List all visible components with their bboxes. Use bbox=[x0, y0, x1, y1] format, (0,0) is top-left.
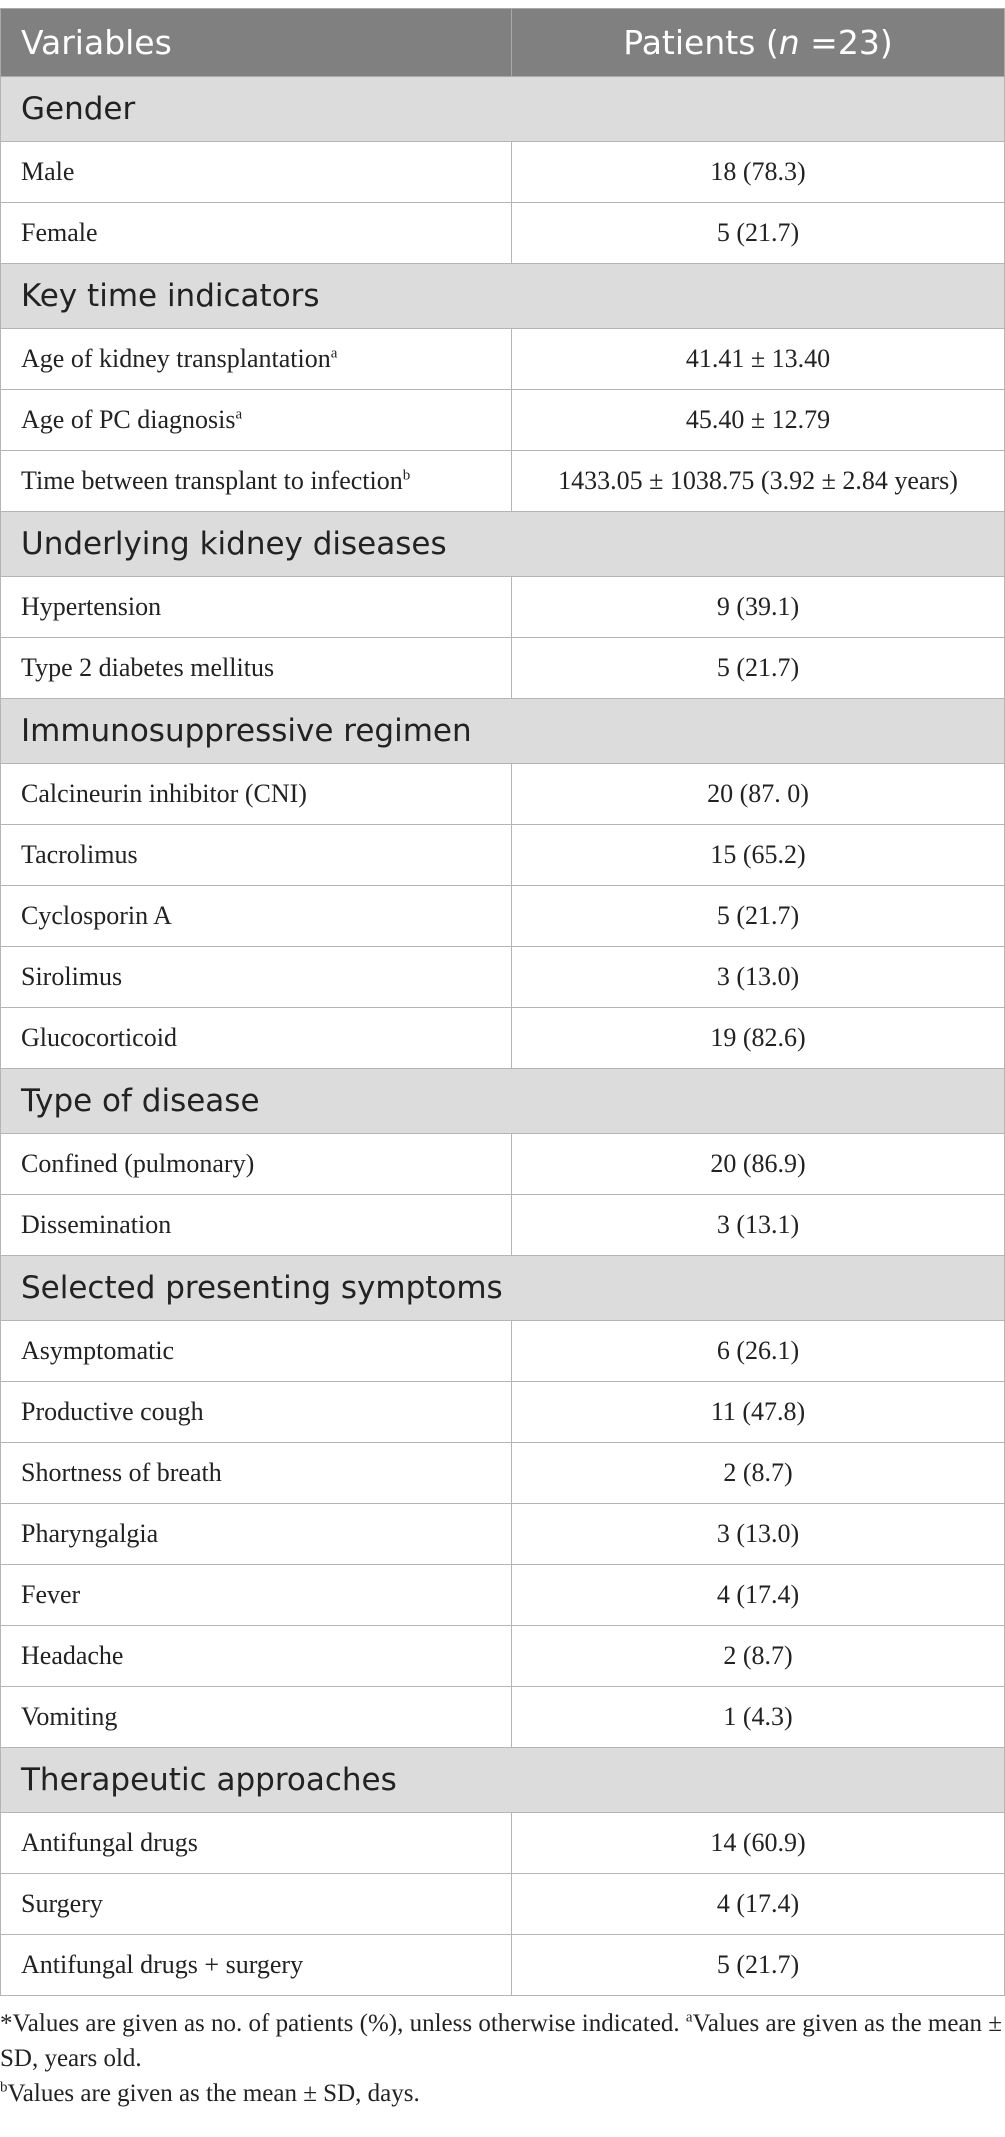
table-container bbox=[0, 8, 1004, 2111]
header-patients-prefix: Patients ( bbox=[623, 23, 779, 62]
row-label-superscript: b bbox=[402, 467, 411, 484]
row-value: 5 (21.7) bbox=[512, 638, 1005, 699]
row-value: 45.40 ± 12.79 bbox=[512, 390, 1005, 451]
row-label-cell bbox=[1, 764, 512, 825]
table-row bbox=[1, 329, 1005, 390]
section-row bbox=[1, 512, 1005, 577]
header-patients-suffix: =23) bbox=[799, 23, 893, 62]
row-value: 5 (21.7) bbox=[512, 203, 1005, 264]
section-row bbox=[1, 1256, 1005, 1321]
row-label-cell bbox=[1, 451, 512, 512]
table-row bbox=[1, 947, 1005, 1008]
row-value: 5 (21.7) bbox=[512, 886, 1005, 947]
table-row bbox=[1, 825, 1005, 886]
footnote-main: *Values are given as no. of patients (%), unless otherwise indicated. bbox=[0, 2010, 686, 2037]
row-label: Cyclosporin A bbox=[21, 901, 172, 930]
footnote-sup-b: b bbox=[0, 2079, 8, 2096]
table-row bbox=[1, 451, 1005, 512]
row-value: 3 (13.0) bbox=[512, 947, 1005, 1008]
row-label-superscript: a bbox=[330, 345, 338, 362]
table-row bbox=[1, 142, 1005, 203]
section-row bbox=[1, 1069, 1005, 1134]
section-title: Gender bbox=[1, 77, 1005, 142]
header-variables: Variables bbox=[1, 9, 512, 77]
table-row bbox=[1, 1626, 1005, 1687]
row-value: 18 (78.3) bbox=[512, 142, 1005, 203]
row-value: 19 (82.6) bbox=[512, 1008, 1005, 1069]
row-label: Confined (pulmonary) bbox=[21, 1149, 255, 1178]
section-title: Selected presenting symptoms bbox=[1, 1256, 1005, 1321]
table-row bbox=[1, 1813, 1005, 1874]
row-label: Hypertension bbox=[21, 592, 162, 621]
table-row bbox=[1, 1565, 1005, 1626]
row-value: 20 (86.9) bbox=[512, 1134, 1005, 1195]
row-value: 4 (17.4) bbox=[512, 1874, 1005, 1935]
row-value: 2 (8.7) bbox=[512, 1626, 1005, 1687]
table-row bbox=[1, 1008, 1005, 1069]
section-title: Type of disease bbox=[1, 1069, 1005, 1134]
row-label: Sirolimus bbox=[21, 962, 123, 991]
table-row bbox=[1, 1382, 1005, 1443]
row-label: Male bbox=[21, 157, 75, 186]
row-value: 4 (17.4) bbox=[512, 1565, 1005, 1626]
table-row bbox=[1, 764, 1005, 825]
header-patients bbox=[512, 9, 1005, 77]
row-label-cell bbox=[1, 390, 512, 451]
row-label: Fever bbox=[21, 1580, 81, 1609]
row-label: Age of PC diagnosis bbox=[21, 405, 236, 434]
row-label: Shortness of breath bbox=[21, 1458, 222, 1487]
row-label: Surgery bbox=[21, 1889, 103, 1918]
table-row bbox=[1, 1874, 1005, 1935]
section-title: Immunosuppressive regimen bbox=[1, 699, 1005, 764]
section-row bbox=[1, 264, 1005, 329]
row-label-cell bbox=[1, 203, 512, 264]
row-value: 15 (65.2) bbox=[512, 825, 1005, 886]
row-value: 20 (87. 0) bbox=[512, 764, 1005, 825]
row-value: 14 (60.9) bbox=[512, 1813, 1005, 1874]
table-row bbox=[1, 1687, 1005, 1748]
row-label-cell bbox=[1, 142, 512, 203]
row-label-superscript: a bbox=[235, 406, 243, 423]
section-title: Key time indicators bbox=[1, 264, 1005, 329]
table-row bbox=[1, 1504, 1005, 1565]
row-label: Female bbox=[21, 218, 98, 247]
row-label: Calcineurin inhibitor (CNI) bbox=[21, 779, 307, 808]
table-row bbox=[1, 638, 1005, 699]
footnote-sup-a: a bbox=[685, 2009, 693, 2026]
section-row bbox=[1, 699, 1005, 764]
row-label-cell bbox=[1, 1443, 512, 1504]
row-label-cell bbox=[1, 1134, 512, 1195]
row-label: Glucocorticoid bbox=[21, 1023, 177, 1052]
table-row bbox=[1, 886, 1005, 947]
row-label-cell bbox=[1, 825, 512, 886]
row-value: 3 (13.1) bbox=[512, 1195, 1005, 1256]
row-label: Pharyngalgia bbox=[21, 1519, 159, 1548]
table-row bbox=[1, 577, 1005, 638]
row-label-cell bbox=[1, 1008, 512, 1069]
footnote-line-2 bbox=[0, 2076, 1004, 2111]
row-label-cell bbox=[1, 1687, 512, 1748]
row-value: 11 (47.8) bbox=[512, 1382, 1005, 1443]
table-row bbox=[1, 1195, 1005, 1256]
section-row bbox=[1, 1748, 1005, 1813]
section-row bbox=[1, 77, 1005, 142]
table-row bbox=[1, 1935, 1005, 1996]
section-title: Therapeutic approaches bbox=[1, 1748, 1005, 1813]
row-value: 3 (13.0) bbox=[512, 1504, 1005, 1565]
row-label: Headache bbox=[21, 1641, 124, 1670]
row-value: 1433.05 ± 1038.75 (3.92 ± 2.84 years) bbox=[512, 451, 1005, 512]
footnote-line-1 bbox=[0, 2006, 1004, 2076]
section-title: Underlying kidney diseases bbox=[1, 512, 1005, 577]
table-row bbox=[1, 1321, 1005, 1382]
row-label-cell bbox=[1, 577, 512, 638]
header-patients-n: n bbox=[778, 23, 800, 62]
row-label: Vomiting bbox=[21, 1702, 118, 1731]
row-value: 9 (39.1) bbox=[512, 577, 1005, 638]
row-label-cell bbox=[1, 1195, 512, 1256]
row-label: Type 2 diabetes mellitus bbox=[21, 653, 275, 682]
row-value: 6 (26.1) bbox=[512, 1321, 1005, 1382]
row-label-cell bbox=[1, 1626, 512, 1687]
table-header-row bbox=[1, 9, 1005, 77]
table-row bbox=[1, 1443, 1005, 1504]
row-label-cell bbox=[1, 329, 512, 390]
row-label: Tacrolimus bbox=[21, 840, 138, 869]
footnote-a-text: Values are given as the mean ± SD, years old. bbox=[0, 2010, 1003, 2072]
row-label: Dissemination bbox=[21, 1210, 172, 1239]
row-label: Productive cough bbox=[21, 1397, 204, 1426]
footnote-b-text: Values are given as the mean ± SD, days. bbox=[7, 2080, 420, 2107]
row-label: Antifungal drugs bbox=[21, 1828, 198, 1857]
row-label-cell bbox=[1, 1504, 512, 1565]
row-label-cell bbox=[1, 638, 512, 699]
table-row bbox=[1, 203, 1005, 264]
row-label-cell bbox=[1, 1935, 512, 1996]
row-label-cell bbox=[1, 886, 512, 947]
row-label-cell bbox=[1, 1813, 512, 1874]
row-label: Age of kidney transplantation bbox=[21, 344, 331, 373]
table-footnotes bbox=[0, 1996, 1004, 2111]
row-label-cell bbox=[1, 1382, 512, 1443]
row-label-cell bbox=[1, 947, 512, 1008]
row-label-cell bbox=[1, 1874, 512, 1935]
table-row bbox=[1, 390, 1005, 451]
patient-characteristics-table bbox=[0, 8, 1005, 1996]
table-row bbox=[1, 1134, 1005, 1195]
row-value: 5 (21.7) bbox=[512, 1935, 1005, 1996]
row-value: 2 (8.7) bbox=[512, 1443, 1005, 1504]
row-label: Time between transplant to infection bbox=[21, 466, 403, 495]
row-value: 41.41 ± 13.40 bbox=[512, 329, 1005, 390]
row-label: Asymptomatic bbox=[21, 1336, 175, 1365]
row-label-cell bbox=[1, 1321, 512, 1382]
row-label: Antifungal drugs + surgery bbox=[21, 1950, 304, 1979]
row-label-cell bbox=[1, 1565, 512, 1626]
row-value: 1 (4.3) bbox=[512, 1687, 1005, 1748]
